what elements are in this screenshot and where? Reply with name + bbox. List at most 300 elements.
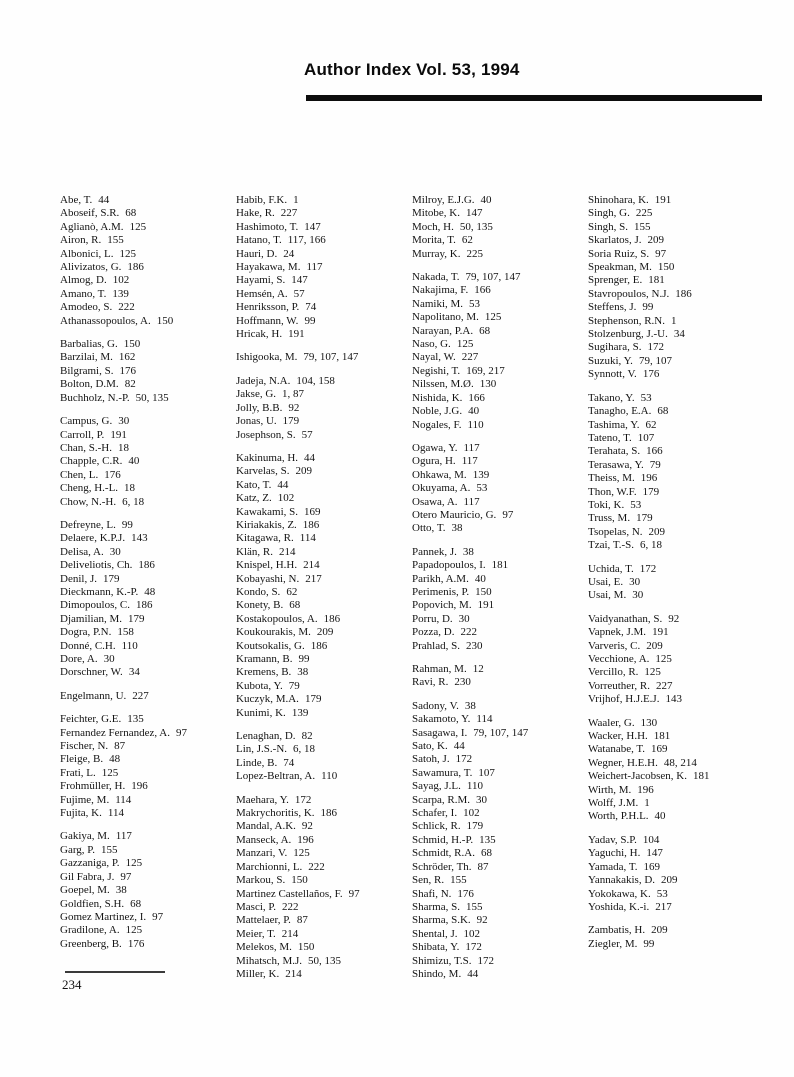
- page-refs: 166: [646, 445, 663, 458]
- author-name: Dorschner, W.: [60, 666, 123, 679]
- page-refs: 172: [647, 341, 664, 354]
- author-name: Wolff, J.M.: [588, 797, 639, 810]
- index-entry: [236, 194, 412, 207]
- page-refs: 186: [138, 559, 155, 572]
- page-refs: 114: [107, 807, 124, 820]
- alpha-group: [60, 713, 236, 820]
- page-refs: 97: [348, 887, 360, 900]
- author-name: Kiriakakis, Z.: [236, 518, 297, 531]
- page-refs: 79, 107, 147: [303, 351, 359, 364]
- page-refs: 179: [466, 820, 484, 833]
- index-entry: [588, 901, 764, 914]
- index-entry: [236, 794, 412, 807]
- author-name: Amano, T.: [60, 287, 107, 300]
- page-refs: 48: [109, 753, 121, 766]
- index-entry: [60, 392, 236, 405]
- alpha-group: [236, 730, 412, 784]
- index-entry: [60, 626, 236, 639]
- author-name: Koukourakis, M.: [236, 626, 311, 639]
- author-name: Truss, M.: [588, 512, 631, 525]
- author-name: Yamada, T.: [588, 860, 638, 873]
- page-refs: 50, 135: [135, 391, 169, 404]
- author-name: Fujime, M.: [60, 793, 110, 806]
- page-refs: 87: [296, 914, 308, 927]
- index-entry: [60, 301, 236, 314]
- page-refs: 147: [646, 847, 663, 860]
- index-entry: [588, 221, 764, 234]
- index-entry: [236, 492, 412, 505]
- index-entry: [412, 365, 588, 378]
- page-refs: 53: [476, 482, 488, 495]
- page-refs: 181: [648, 274, 665, 287]
- author-name: Schlick, R.: [412, 820, 461, 833]
- author-name: Delisa, A.: [60, 545, 104, 558]
- page-refs: 172: [455, 753, 473, 766]
- page-refs: 179: [102, 572, 120, 585]
- index-entry: [236, 315, 412, 328]
- author-name: Kubota, Y.: [236, 679, 283, 692]
- page-refs: 6, 18: [640, 539, 663, 552]
- author-name: Shinohara, K.: [588, 194, 649, 206]
- author-name: Djamilian, M.: [60, 612, 123, 625]
- index-entry: [412, 753, 588, 766]
- page-refs: 179: [304, 693, 322, 706]
- author-name: Nayal, W.: [412, 351, 456, 364]
- page-refs: 104: [642, 833, 660, 846]
- author-name: Karvelas, S.: [236, 465, 290, 478]
- author-name: Negishi, T.: [412, 364, 461, 377]
- index-entry: [236, 666, 412, 679]
- author-name: Jolly, B.B.: [236, 401, 283, 414]
- alpha-group: [412, 546, 588, 653]
- page-refs: 191: [652, 626, 669, 639]
- page-refs: 34: [128, 666, 140, 679]
- author-name: Markou, S.: [236, 874, 286, 887]
- page-refs: 110: [467, 418, 484, 431]
- index-column: [236, 194, 412, 991]
- index-entry: [588, 730, 764, 743]
- author-name: Mattelaer, P.: [236, 914, 291, 927]
- index-entry: [412, 901, 588, 914]
- page-refs: 40: [480, 194, 492, 206]
- page-refs: 53: [630, 498, 642, 511]
- index-entry: [412, 780, 588, 793]
- page-refs: 99: [642, 301, 654, 314]
- page-refs: 186: [323, 612, 341, 625]
- author-name: Sawamura, T.: [412, 766, 473, 779]
- page-refs: 209: [661, 874, 678, 887]
- page-refs: 186: [127, 261, 144, 274]
- index-entry: [412, 861, 588, 874]
- author-name: Katz, Z.: [236, 492, 272, 505]
- index-entry: [236, 532, 412, 545]
- page-refs: 196: [637, 783, 654, 796]
- author-name: Vaidyanathan, S.: [588, 612, 663, 625]
- author-name: Terahata, S.: [588, 445, 641, 458]
- page-refs: 30: [118, 415, 130, 428]
- index-entry: [588, 757, 764, 770]
- author-name: Narayan, P.A.: [412, 324, 474, 337]
- index-entry: [412, 599, 588, 612]
- index-entry: [236, 546, 412, 559]
- page-refs: 186: [302, 518, 320, 531]
- page-refs: 176: [127, 937, 145, 950]
- index-entry: [412, 663, 588, 676]
- alpha-group: [412, 271, 588, 432]
- index-entry: [588, 341, 764, 354]
- author-name: Tashima, Y.: [588, 418, 640, 431]
- alpha-group: [588, 194, 764, 382]
- index-entry: [60, 234, 236, 247]
- index-entry: [588, 207, 764, 220]
- author-name: Singh, G.: [588, 207, 630, 220]
- author-name: Sayag, J.L.: [412, 780, 461, 793]
- index-entry: [236, 559, 412, 572]
- index-entry: [588, 328, 764, 341]
- index-entry: [236, 248, 412, 261]
- footer-rule: [65, 971, 165, 973]
- index-entry: [588, 459, 764, 472]
- author-name: Kunimi, K.: [236, 706, 286, 719]
- page-refs: 82: [301, 730, 313, 743]
- author-name: Wegner, H.E.H.: [588, 756, 658, 769]
- page-refs: 150: [156, 314, 174, 327]
- author-name: Hashimoto, T.: [236, 220, 299, 233]
- author-name: Jakse, G.: [236, 388, 277, 401]
- page-refs: 110: [466, 780, 483, 793]
- page-refs: 155: [450, 874, 467, 887]
- author-name: Gradilone, A.: [60, 924, 120, 937]
- index-entry: [412, 888, 588, 901]
- index-entry: [412, 351, 588, 364]
- page-refs: 150: [291, 874, 308, 887]
- author-name: Tanagho, E.A.: [588, 405, 652, 418]
- index-entry: [236, 820, 412, 833]
- index-entry: [588, 432, 764, 445]
- page-refs: 40: [654, 810, 666, 823]
- index-entry: [236, 207, 412, 220]
- author-name: Nakada, T.: [412, 271, 460, 284]
- author-name: Sadony, V.: [412, 699, 459, 712]
- index-entry: [412, 221, 588, 234]
- index-entry: [236, 261, 412, 274]
- page-refs: 107: [478, 766, 495, 779]
- page-refs: 230: [454, 676, 471, 689]
- author-name: Ogura, H.: [412, 455, 456, 468]
- author-name: Papadopoulos, I.: [412, 559, 486, 572]
- index-entry: [588, 274, 764, 287]
- index-entry: [236, 888, 412, 901]
- index-entry: [412, 284, 588, 297]
- author-name: Shibata, Y.: [412, 941, 460, 954]
- index-entry: [412, 626, 588, 639]
- author-name: Almog, D.: [60, 274, 107, 287]
- index-entry: [588, 288, 764, 301]
- page-refs: 102: [463, 927, 481, 940]
- page-refs: 130: [640, 716, 658, 729]
- index-entry: [60, 844, 236, 857]
- page-refs: 169: [651, 743, 668, 756]
- page-refs: 30: [629, 575, 641, 588]
- index-entry: [588, 874, 764, 887]
- page-refs: 38: [462, 545, 474, 558]
- author-name: Buchholz, N.-P.: [60, 391, 130, 404]
- author-name: Airon, R.: [60, 234, 102, 247]
- author-name: Hayakawa, M.: [236, 261, 301, 274]
- index-entry: [60, 767, 236, 780]
- page-refs: 104, 158: [296, 374, 335, 387]
- index-entry: [60, 288, 236, 301]
- index-entry: [588, 938, 764, 951]
- author-name: Pannek, J.: [412, 545, 457, 558]
- index-entry: [588, 261, 764, 274]
- author-name: Sharma, S.K.: [412, 914, 471, 927]
- page-refs: 125: [644, 666, 661, 679]
- index-entry: [236, 901, 412, 914]
- index-entry: [60, 442, 236, 455]
- author-name: Tzai, T.-S.: [588, 539, 635, 552]
- author-name: Aglianò, A.M.: [60, 220, 124, 233]
- page-refs: 40: [468, 405, 480, 418]
- author-name: Kobayashi, N.: [236, 572, 300, 585]
- author-name: Noble, J.G.: [412, 405, 463, 418]
- page-refs: 99: [304, 314, 316, 327]
- page-refs: 1: [644, 797, 650, 810]
- page-refs: 150: [297, 941, 315, 954]
- page-refs: 222: [308, 860, 325, 873]
- index-entry: [60, 727, 236, 740]
- index-entry: [412, 469, 588, 482]
- index-entry: [412, 509, 588, 522]
- author-name: Synnott, V.: [588, 368, 637, 381]
- page-refs: 79: [288, 679, 300, 692]
- page-refs: 150: [475, 585, 492, 598]
- page-refs: 214: [303, 559, 320, 572]
- index-entry: [588, 576, 764, 589]
- author-name: Ogawa, Y.: [412, 441, 458, 454]
- author-name: Sasagawa, I.: [412, 726, 468, 739]
- author-name: Campus, G.: [60, 415, 113, 428]
- author-name: Lopez-Beltran, A.: [236, 770, 316, 783]
- index-entry: [412, 820, 588, 833]
- alpha-group: [60, 415, 236, 509]
- index-entry: [236, 429, 412, 442]
- index-entry: [236, 847, 412, 860]
- page-refs: 191: [477, 599, 495, 612]
- page-refs: 99: [643, 937, 655, 950]
- index-entry: [412, 325, 588, 338]
- index-entry: [412, 613, 588, 626]
- author-name: Lenaghan, D.: [236, 730, 296, 743]
- page-refs: 18: [117, 441, 129, 454]
- author-name: Sakamoto, Y.: [412, 713, 471, 726]
- page-refs: 125: [125, 924, 143, 937]
- index-entry: [60, 884, 236, 897]
- index-entry: [236, 743, 412, 756]
- page-refs: 214: [281, 927, 299, 940]
- author-name: Fernandez Fernandez, A.: [60, 726, 170, 739]
- author-name: Rahman, M.: [412, 663, 467, 675]
- index-entry: [60, 469, 236, 482]
- author-name: Cheng, H.-L.: [60, 482, 119, 495]
- alpha-group: [236, 194, 412, 341]
- index-entry: [60, 429, 236, 442]
- index-entry: [60, 207, 236, 220]
- author-name: Frohmüller, H.: [60, 780, 126, 793]
- page-refs: 222: [282, 900, 299, 913]
- author-name: Gomez Martinez, I.: [60, 910, 147, 923]
- author-name: Kondo, S.: [236, 585, 281, 598]
- alpha-group: [588, 392, 764, 553]
- index-entry: [412, 713, 588, 726]
- index-entry: [236, 770, 412, 783]
- page-refs: 34: [673, 328, 685, 341]
- page-refs: 191: [110, 428, 127, 441]
- author-name: Napolitano, M.: [412, 311, 479, 324]
- page-refs: 227: [280, 207, 298, 220]
- page-refs: 87: [477, 860, 489, 873]
- page-refs: 125: [125, 857, 143, 870]
- index-entry: [588, 589, 764, 602]
- author-name: Jonas, U.: [236, 415, 277, 428]
- index-entry: [588, 194, 764, 207]
- page-refs: 12: [472, 663, 484, 675]
- page-refs: 155: [465, 900, 483, 913]
- page-refs: 117: [463, 495, 480, 508]
- author-name: Shimizu, T.S.: [412, 954, 472, 967]
- page-refs: 79: [649, 458, 661, 471]
- author-name: Klän, R.: [236, 545, 273, 558]
- index-entry: [60, 830, 236, 843]
- index-entry: [236, 586, 412, 599]
- author-name: Parikh, A.M.: [412, 572, 469, 585]
- page-refs: 214: [285, 967, 302, 980]
- index-entry: [236, 914, 412, 927]
- index-entry: [236, 375, 412, 388]
- author-name: Otto, T.: [412, 522, 446, 535]
- index-entry: [412, 740, 588, 753]
- page-refs: 125: [456, 338, 474, 351]
- index-entry: [60, 315, 236, 328]
- page-refs: 24: [283, 247, 295, 260]
- index-entry: [588, 784, 764, 797]
- header-rule: [306, 95, 762, 101]
- author-name: Tateno, T.: [588, 431, 632, 444]
- index-entry: [412, 968, 588, 981]
- page-refs: 99: [298, 653, 310, 665]
- author-name: Namiki, M.: [412, 297, 464, 310]
- page-refs: 125: [655, 653, 672, 665]
- page-refs: 38: [451, 522, 463, 535]
- index-entry: [412, 928, 588, 941]
- index-entry: [60, 898, 236, 911]
- author-name: Mihatsch, M.J.: [236, 954, 302, 967]
- index-entry: [60, 532, 236, 545]
- author-name: Marchionni, L.: [236, 860, 303, 873]
- author-name: Speakman, M.: [588, 261, 652, 274]
- page-refs: 97: [502, 508, 514, 521]
- page-refs: 125: [119, 247, 136, 260]
- page-refs: 92: [288, 401, 300, 414]
- page-refs: 102: [277, 492, 295, 505]
- index-entry: [60, 871, 236, 884]
- author-name: Ziegler, M.: [588, 937, 638, 950]
- alpha-group: [236, 351, 412, 364]
- author-name: Hemsén, A.: [236, 287, 288, 300]
- author-name: Maehara, Y.: [236, 793, 289, 806]
- alpha-group: [60, 194, 236, 328]
- author-name: Feichter, G.E.: [60, 713, 122, 726]
- author-name: Amodeo, S.: [60, 301, 113, 314]
- page-refs: 30: [632, 589, 644, 602]
- author-name: Nishida, K.: [412, 391, 463, 404]
- index-entry: [412, 455, 588, 468]
- author-name: Nilssen, M.Ø.: [412, 378, 474, 391]
- author-name: Masci, P.: [236, 900, 277, 913]
- page-refs: 74: [283, 756, 295, 769]
- index-entry: [412, 442, 588, 455]
- index-entry: [236, 288, 412, 301]
- index-entry: [60, 559, 236, 572]
- author-name: Nogales, F.: [412, 418, 462, 431]
- author-name: Kuczyk, M.A.: [236, 693, 299, 706]
- index-entry: [236, 351, 412, 364]
- page-refs: 6, 18: [122, 495, 145, 508]
- page-refs: 227: [655, 679, 673, 692]
- author-name: Yannakakis, D.: [588, 874, 656, 887]
- index-entry: [236, 452, 412, 465]
- page-refs: 79, 107: [638, 354, 672, 367]
- index-entry: [588, 234, 764, 247]
- page-refs: 62: [286, 585, 298, 598]
- page-refs: 68: [130, 897, 142, 910]
- index-entry: [60, 519, 236, 532]
- index-entry: [60, 573, 236, 586]
- page-refs: 30: [109, 545, 121, 558]
- index-entry: [60, 261, 236, 274]
- index-entry: [588, 248, 764, 261]
- alpha-group: [236, 375, 412, 442]
- index-entry: [236, 388, 412, 401]
- page-refs: 117: [463, 441, 480, 454]
- page-refs: 92: [668, 612, 680, 625]
- author-name: Uchida, T.: [588, 562, 634, 575]
- author-name: Fleige, B.: [60, 753, 104, 766]
- author-name: Lin, J.S.-N.: [236, 743, 288, 756]
- alpha-group: [412, 700, 588, 982]
- page-refs: 44: [98, 194, 110, 206]
- page-refs: 147: [465, 207, 483, 220]
- index-entry: [236, 955, 412, 968]
- author-name: Skarlatos, J.: [588, 234, 642, 247]
- page-refs: 99: [121, 518, 133, 531]
- alpha-group: [60, 519, 236, 680]
- page-refs: 79, 107, 147: [465, 271, 521, 284]
- index-entry: [236, 861, 412, 874]
- page-refs: 68: [480, 847, 492, 860]
- author-name: Okuyama, A.: [412, 482, 471, 495]
- index-entry: [60, 415, 236, 428]
- author-name: Varveris, C.: [588, 639, 641, 652]
- index-entry: [60, 640, 236, 653]
- page-refs: 155: [100, 843, 118, 856]
- index-entry: [588, 861, 764, 874]
- page-refs: 79, 107, 147: [473, 726, 529, 739]
- page-refs: 97: [152, 910, 164, 923]
- author-name: Koutsokalis, G.: [236, 639, 305, 652]
- author-name: Moch, H.: [412, 220, 454, 233]
- page-refs: 209: [646, 639, 663, 652]
